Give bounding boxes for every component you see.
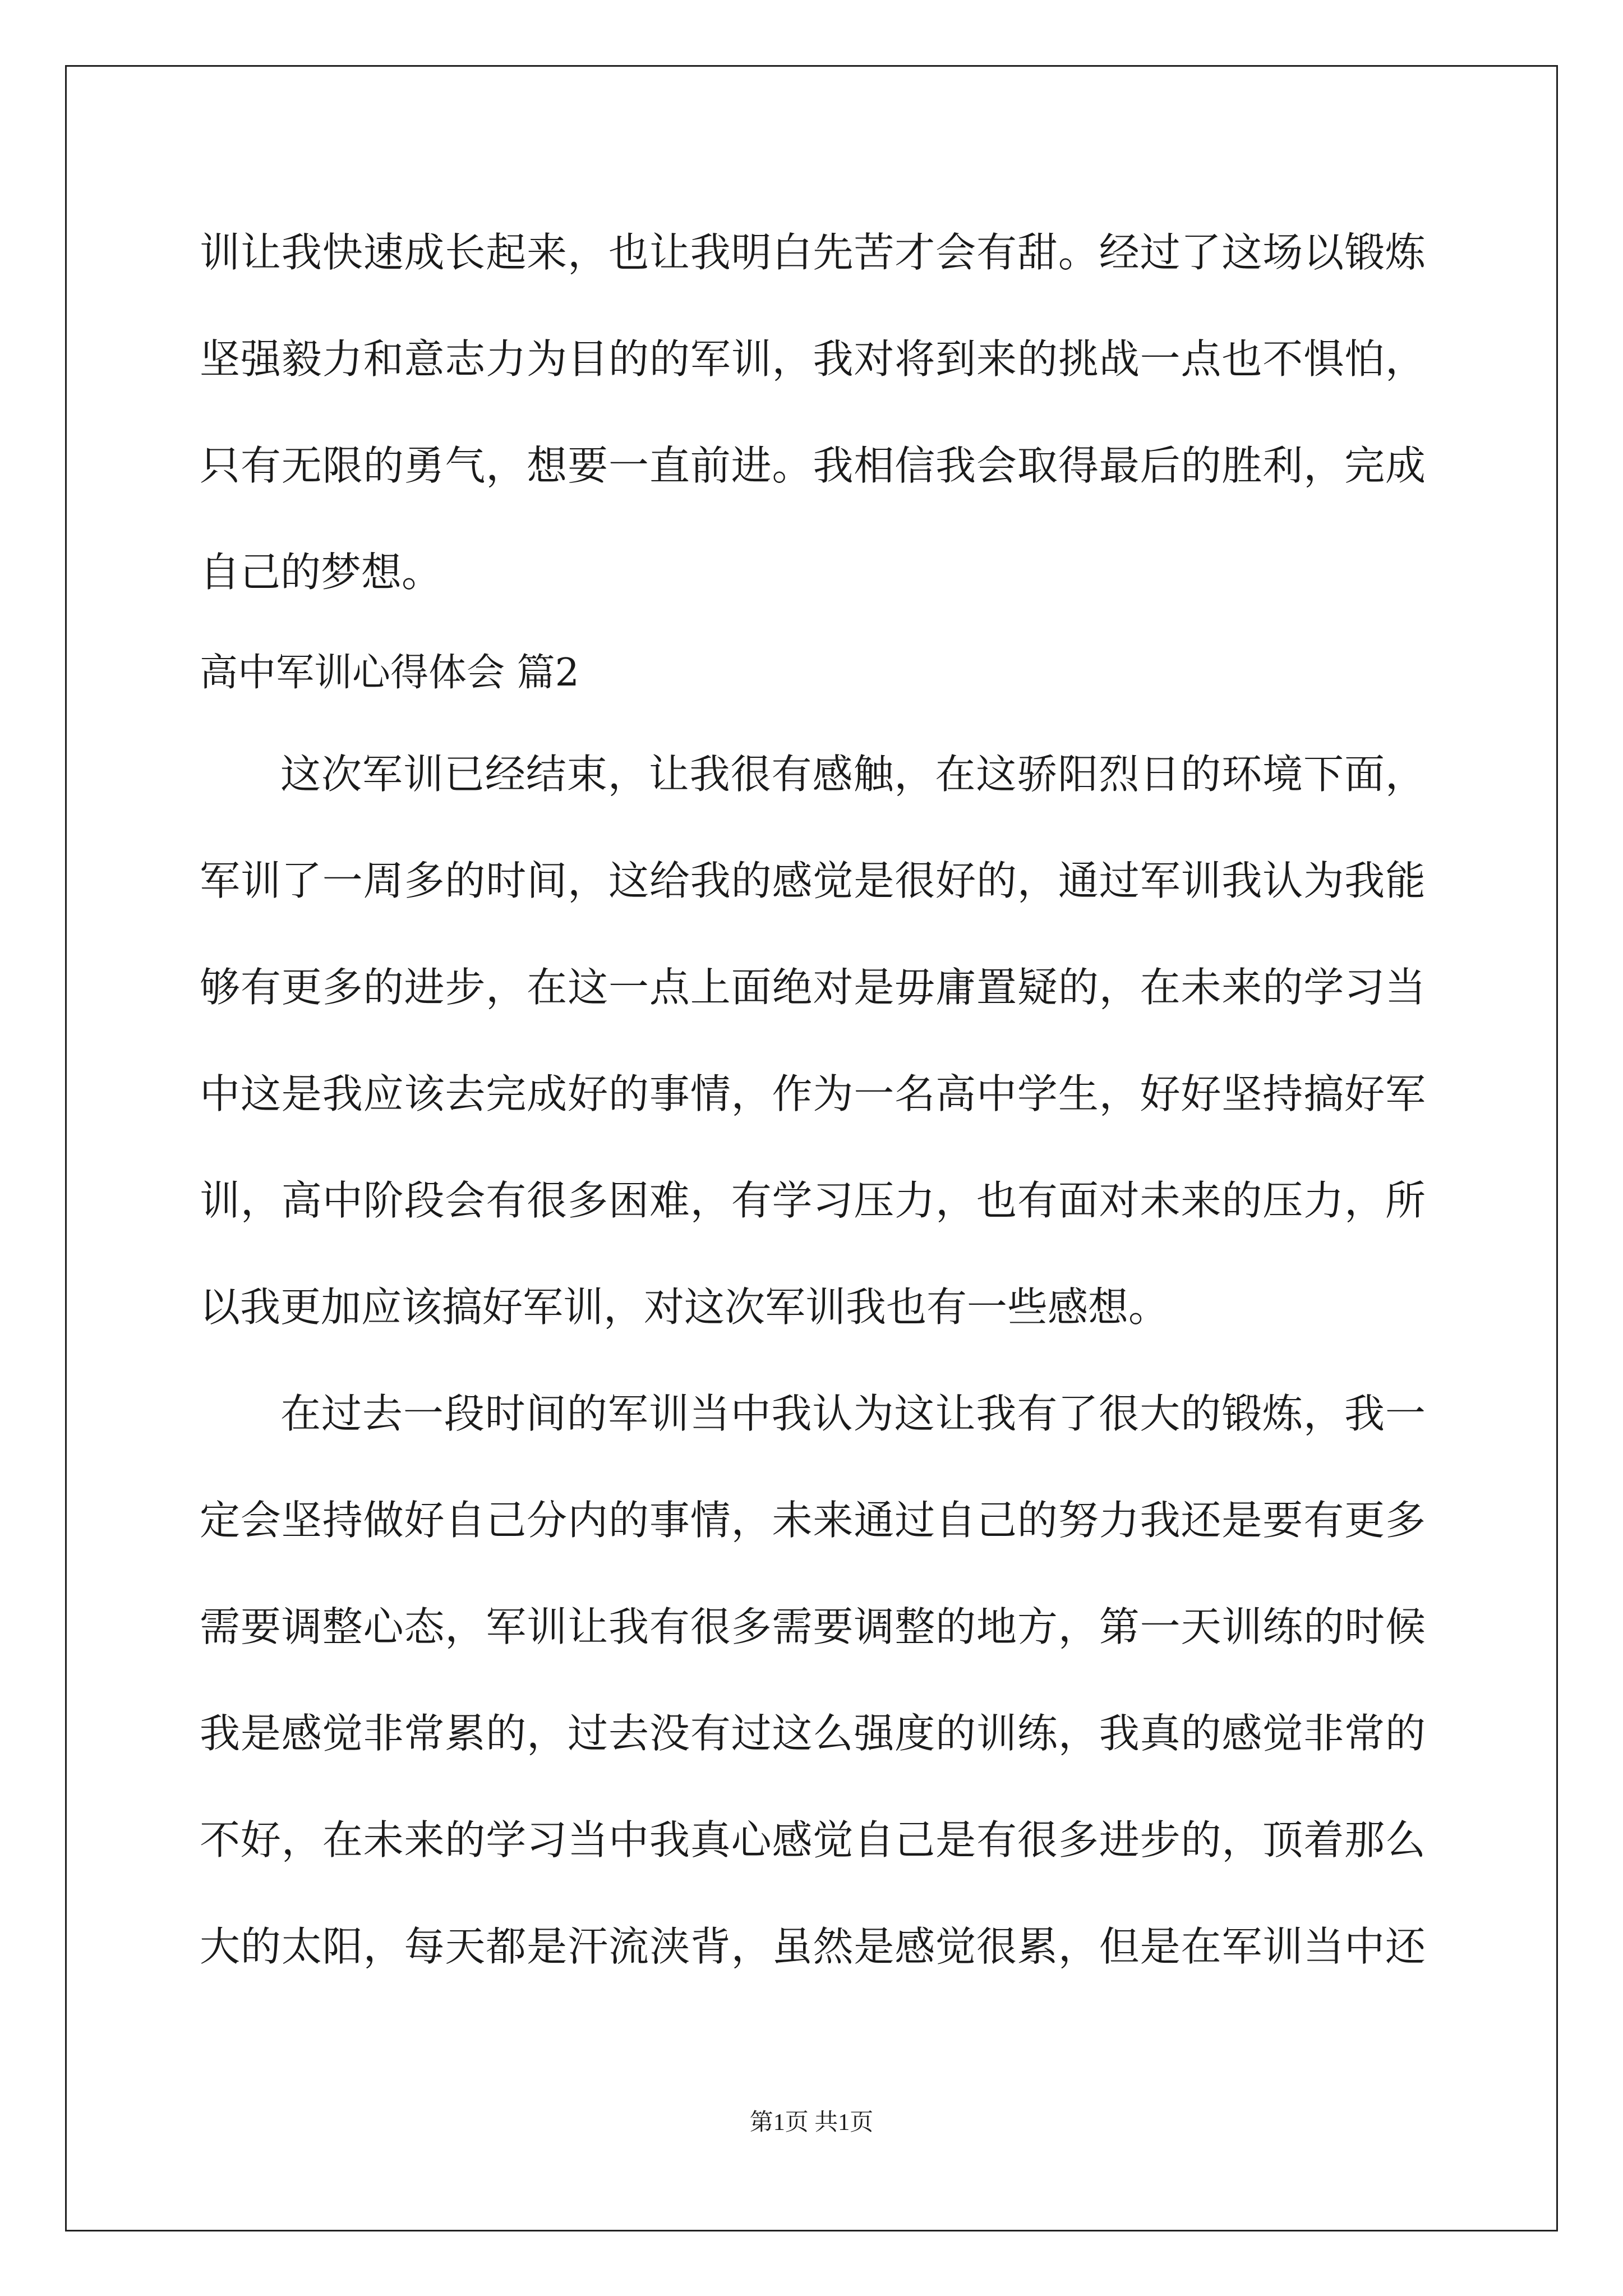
- text-line: 定会坚持做好自己分内的事情，未来通过自己的努力我还是要有更多: [200, 1497, 1426, 1544]
- text-line: 军训了一周多的时间，这给我的感觉是很好的，通过军训我认为我能: [200, 857, 1426, 904]
- text-line: 只有无限的勇气，想要一直前进。我相信我会取得最后的胜利，完成: [200, 442, 1426, 489]
- text-line: 够有更多的进步，在这一点上面绝对是毋庸置疑的，在未来的学习当: [200, 964, 1426, 1011]
- text-line: 我是感觉非常累的，过去没有过这么强度的训练，我真的感觉非常的: [200, 1710, 1426, 1757]
- text-line: 中这是我应该去完成好的事情，作为一名高中学生，好好坚持搞好军: [200, 1070, 1426, 1117]
- text-line: 不好，在未来的学习当中我真心感觉自己是有很多进步的，顶着那么: [200, 1816, 1426, 1864]
- document-body: [200, 213, 1426, 2014]
- text-line: 自己的梦想。: [200, 549, 442, 596]
- text-line: 坚强毅力和意志力为目的的军训，我对将到来的挑战一点也不惧怕，: [200, 335, 1426, 383]
- section-heading: 高中军训心得体会 篇2: [200, 651, 579, 695]
- text-line: 在过去一段时间的军训当中我认为这让我有了很大的锻炼，我一: [280, 1390, 1426, 1437]
- text-line: 训让我快速成长起来，也让我明白先苦才会有甜。经过了这场以锻炼: [200, 229, 1426, 276]
- page-number: 第1页 共1页: [749, 2110, 874, 2136]
- text-line: 训，高中阶段会有很多困难，有学习压力，也有面对未来的压力，所: [200, 1177, 1426, 1224]
- text-line: 大的太阳，每天都是汗流浃背，虽然是感觉很累，但是在军训当中还: [200, 1923, 1426, 1970]
- text-line: 需要调整心态，军训让我有很多需要调整的地方，第一天训练的时候: [200, 1603, 1426, 1650]
- text-line: 这次军训已经结束，让我很有感触，在这骄阳烈日的环境下面，: [280, 751, 1426, 798]
- text-line: 以我更加应该搞好军训，对这次军训我也有一些感想。: [200, 1283, 1169, 1331]
